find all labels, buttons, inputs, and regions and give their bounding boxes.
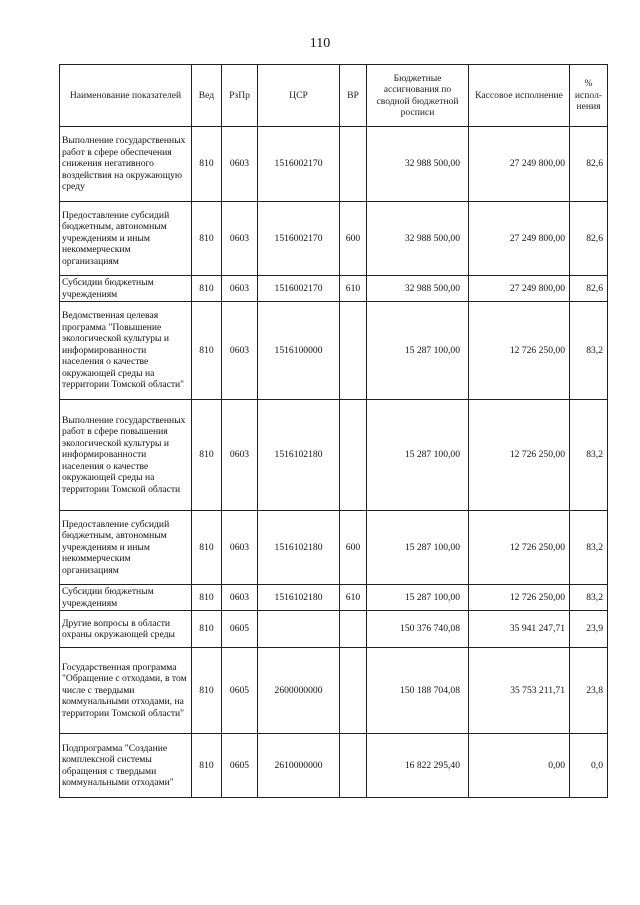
row-ved: 810 <box>192 276 222 302</box>
row-rzpr: 0605 <box>222 648 258 734</box>
row-vr <box>340 611 367 648</box>
row-name: Предоставление субсидий бюджетным, автономным учреждениям и иным некоммерческим организациям <box>60 511 192 585</box>
row-budget: 15 287 100,00 <box>367 511 469 585</box>
row-ved: 810 <box>192 302 222 400</box>
row-rzpr: 0603 <box>222 127 258 202</box>
row-percent: 83,2 <box>570 400 608 511</box>
row-cash: 27 249 800,00 <box>469 202 570 276</box>
row-cash: 12 726 250,00 <box>469 302 570 400</box>
row-vr <box>340 734 367 798</box>
row-name: Другие вопросы в области охраны окружающей среды <box>60 611 192 648</box>
row-ved: 810 <box>192 611 222 648</box>
row-budget: 32 988 500,00 <box>367 202 469 276</box>
row-name: Ведомственная целевая программа "Повышение экологической культуры и информированности населения о качестве окружающей среды на территории Томской области" <box>60 302 192 400</box>
row-rzpr: 0605 <box>222 734 258 798</box>
row-rzpr: 0603 <box>222 302 258 400</box>
row-percent: 82,6 <box>570 276 608 302</box>
row-budget: 15 287 100,00 <box>367 400 469 511</box>
row-name: Субсидии бюджетным учреждениям <box>60 585 192 611</box>
row-name: Подпрограмма "Создание комплексной системы обращения с твердыми коммунальными отходами" <box>60 734 192 798</box>
row-percent: 23,8 <box>570 648 608 734</box>
row-rzpr: 0603 <box>222 202 258 276</box>
header-cash: Кассовое исполнение <box>469 65 570 127</box>
row-budget: 150 376 740,08 <box>367 611 469 648</box>
row-name: Предоставление субсидий бюджетным, автономным учреждениям и иным некоммерческим организациям <box>60 202 192 276</box>
row-ved: 810 <box>192 648 222 734</box>
header-rzpr: РзПр <box>222 65 258 127</box>
row-csr <box>258 611 340 648</box>
header-vr: ВР <box>340 65 367 127</box>
row-percent: 0,0 <box>570 734 608 798</box>
row-vr: 610 <box>340 276 367 302</box>
row-percent: 83,2 <box>570 302 608 400</box>
table-row <box>60 202 608 276</box>
row-cash: 12 726 250,00 <box>469 511 570 585</box>
row-budget: 15 287 100,00 <box>367 585 469 611</box>
table-row <box>60 511 608 585</box>
row-csr: 1516102180 <box>258 511 340 585</box>
row-vr: 600 <box>340 511 367 585</box>
row-csr: 2600000000 <box>258 648 340 734</box>
table-row <box>60 276 608 302</box>
row-name: Государственная программа "Обращение с отходами, в том числе с твердыми коммунальными отходами, на территории Томской области" <box>60 648 192 734</box>
row-rzpr: 0603 <box>222 511 258 585</box>
row-vr <box>340 302 367 400</box>
row-csr: 1516002170 <box>258 127 340 202</box>
table-row <box>60 127 608 202</box>
row-percent: 82,6 <box>570 202 608 276</box>
row-rzpr: 0603 <box>222 585 258 611</box>
table-row <box>60 734 608 798</box>
row-budget: 32 988 500,00 <box>367 127 469 202</box>
row-cash: 27 249 800,00 <box>469 127 570 202</box>
header-ved: Вед <box>192 65 222 127</box>
row-name: Субсидии бюджетным учреждениям <box>60 276 192 302</box>
row-ved: 810 <box>192 585 222 611</box>
row-ved: 810 <box>192 734 222 798</box>
page-number: 110 <box>309 36 331 51</box>
header-name: Наименование показателей <box>60 65 192 127</box>
row-budget: 15 287 100,00 <box>367 302 469 400</box>
row-ved: 810 <box>192 511 222 585</box>
budget-table <box>59 64 608 798</box>
row-rzpr: 0603 <box>222 276 258 302</box>
row-csr: 1516100000 <box>258 302 340 400</box>
row-cash: 12 726 250,00 <box>469 400 570 511</box>
row-vr: 610 <box>340 585 367 611</box>
row-vr <box>340 648 367 734</box>
row-ved: 810 <box>192 202 222 276</box>
row-budget: 32 988 500,00 <box>367 276 469 302</box>
row-vr: 600 <box>340 202 367 276</box>
row-rzpr: 0605 <box>222 611 258 648</box>
row-rzpr: 0603 <box>222 400 258 511</box>
header-row <box>60 65 608 127</box>
row-name: Выполнение государственных работ в сфере повышения экологической культуры и информированности населения о качестве окружающей среды на территории Томской области <box>60 400 192 511</box>
row-budget: 16 822 295,40 <box>367 734 469 798</box>
table-row <box>60 648 608 734</box>
row-percent: 82,6 <box>570 127 608 202</box>
header-percent: % испол-нения <box>570 65 608 127</box>
row-cash: 0,00 <box>469 734 570 798</box>
row-cash: 35 753 211,71 <box>469 648 570 734</box>
header-csr: ЦСР <box>258 65 340 127</box>
header-budget: Бюджетные ассигнования по сводной бюджетной росписи <box>367 65 469 127</box>
row-cash: 35 941 247,71 <box>469 611 570 648</box>
row-csr: 2610000000 <box>258 734 340 798</box>
row-csr: 1516002170 <box>258 276 340 302</box>
row-ved: 810 <box>192 127 222 202</box>
table-row <box>60 585 608 611</box>
row-csr: 1516102180 <box>258 400 340 511</box>
row-vr <box>340 400 367 511</box>
row-budget: 150 188 704,08 <box>367 648 469 734</box>
row-percent: 83,2 <box>570 511 608 585</box>
table-row <box>60 611 608 648</box>
row-percent: 83,2 <box>570 585 608 611</box>
row-vr <box>340 127 367 202</box>
row-cash: 27 249 800,00 <box>469 276 570 302</box>
row-cash: 12 726 250,00 <box>469 585 570 611</box>
row-csr: 1516102180 <box>258 585 340 611</box>
row-percent: 23,9 <box>570 611 608 648</box>
table-row <box>60 302 608 400</box>
table-row <box>60 400 608 511</box>
row-ved: 810 <box>192 400 222 511</box>
row-csr: 1516002170 <box>258 202 340 276</box>
row-name: Выполнение государственных работ в сфере обеспечения снижения негативного воздействия на окружающую среду <box>60 127 192 202</box>
